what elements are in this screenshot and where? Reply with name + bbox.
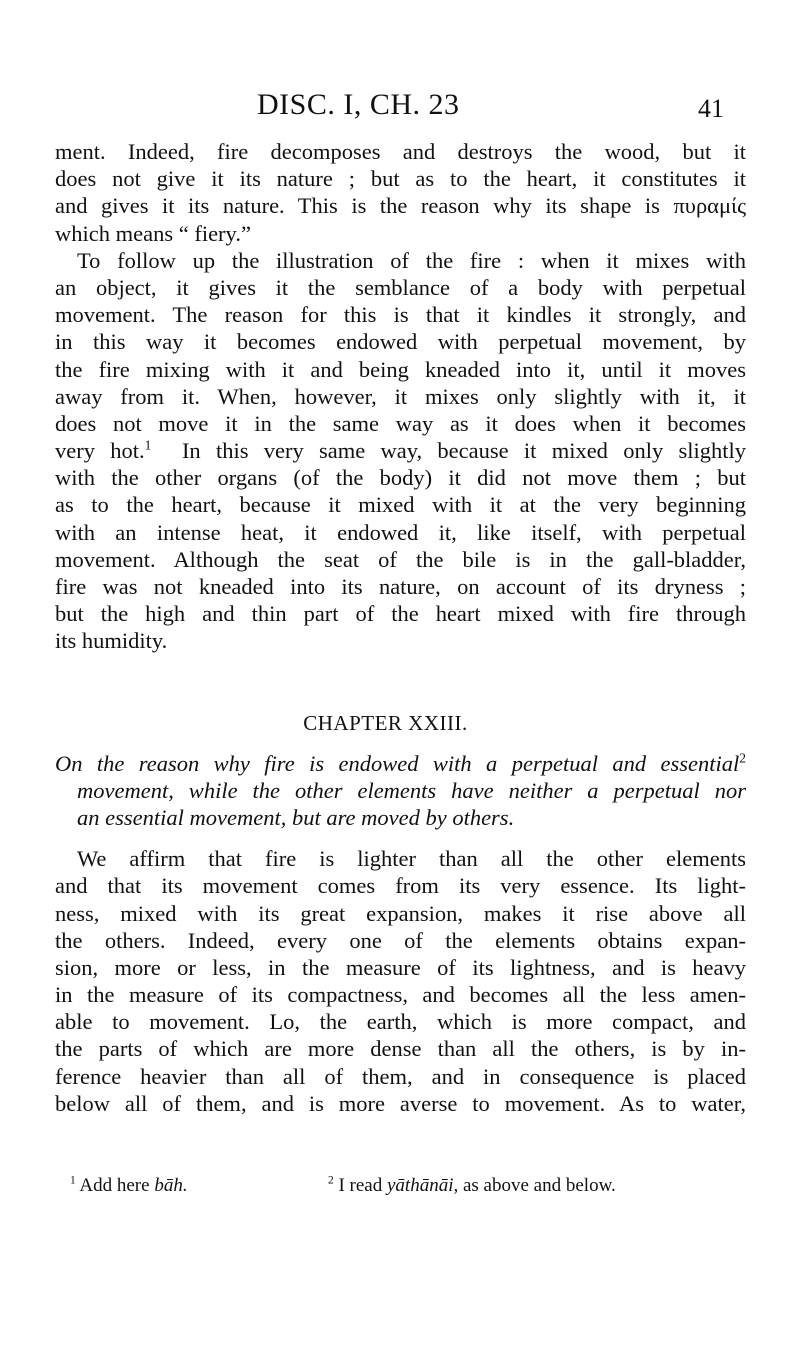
text-line: ness, mixed with its great expansion, makes it rise above all: [55, 900, 746, 926]
text-line: but the high and thin part of the heart mixed with fire through: [55, 601, 746, 627]
text-line: and that its movement comes from its very essence. Its light-: [55, 873, 746, 899]
section-spacer: [55, 655, 746, 710]
chapter-subtitle-line: [55, 750, 746, 777]
footnote-text: as above and below.: [458, 1175, 616, 1196]
text-line: below all of them, and is more averse to movement. As to water,: [55, 1090, 746, 1116]
footnote-text: I read: [333, 1175, 387, 1196]
text-line: We affirm that fire is lighter than all the other elements: [77, 846, 746, 872]
text-line: away from it. When, however, it mixes only slightly with it, it: [55, 383, 746, 409]
line-segment: In this very same way, because it mixed only slightly: [151, 438, 746, 464]
text-line: fire was not kneaded into its nature, on account of its dryness ;: [55, 574, 746, 599]
text-line: does not give it its nature ; but as to the heart, it constitutes it: [55, 166, 746, 192]
text-line: the fire mixing with it and being kneaded into it, until it moves: [55, 356, 746, 382]
text-line: in the measure of its compactness, and becomes all the less amen-: [55, 982, 746, 1008]
footnote-1: [70, 1172, 188, 1200]
footnote-marker: 1: [144, 437, 152, 453]
footnote-number: 1: [70, 1174, 76, 1187]
running-head: [0, 88, 801, 132]
text-line: with an intense heat, it endowed it, like itself, with perpetual: [55, 519, 746, 545]
footnote-number: 2: [328, 1174, 334, 1187]
chapter-heading: CHAPTER XXIII.: [303, 710, 468, 735]
text-line: ment. Indeed, fire decomposes and destroys the wood, but it: [55, 139, 746, 164]
text-line: able to movement. Lo, the earth, which is more compact, and: [55, 1009, 746, 1035]
footnote-text: Add here: [75, 1175, 155, 1196]
heading-spacer: [55, 737, 746, 750]
footnote-2: [328, 1172, 616, 1200]
text-line: with the other organs (of the body) it did not move them ; but: [55, 465, 746, 491]
text-line: the others. Indeed, every one of the elements obtains expan-: [55, 927, 746, 953]
chapter-subtitle-line: movement, while the other elements have neither a perpetual nor: [77, 777, 746, 803]
body-text: [55, 138, 746, 1117]
text-line: ference heavier than all of them, and in consequence is placed: [55, 1063, 746, 1089]
footnote-term: bāh.: [154, 1175, 188, 1196]
text-line: in this way it becomes endowed with perpetual movement, by: [55, 329, 746, 355]
footnote-marker: 2: [739, 750, 746, 766]
line-segment: On the reason why fire is endowed with a perpetual and essential: [55, 750, 740, 776]
footnote-term: yāthānāi,: [386, 1175, 459, 1196]
text-line: which means “ fiery.”: [55, 220, 251, 246]
subtitle-spacer: [55, 831, 746, 845]
chapter-subtitle-line: an essential movement, but are moved by others.: [77, 804, 515, 830]
text-line: sion, more or less, in the measure of its lightness, and is heavy: [55, 954, 746, 980]
text-line: as to the heart, because it mixed with it at the very beginning: [55, 492, 746, 518]
text-line: movement. Although the seat of the bile is in the gall-bladder,: [55, 546, 746, 572]
text-line: To follow up the illustration of the fire : when it mixes with: [77, 247, 746, 273]
running-title: DISC. I, CH. 23: [257, 88, 460, 121]
line-segment: very hot.: [55, 438, 145, 464]
footnotes: [70, 1172, 750, 1200]
text-line: and gives it its nature. This is the reason why its shape is πυραμίς: [55, 193, 746, 219]
text-line: the parts of which are more dense than all the others, is by in-: [55, 1036, 746, 1062]
text-line-with-footnote: [55, 437, 746, 464]
page-number: 41: [698, 94, 724, 123]
text-line: movement. The reason for this is that it kindles it strongly, and: [55, 302, 746, 328]
text-line: an object, it gives it the semblance of a body with perpetual: [55, 274, 746, 300]
text-line: does not move it in the same way as it does when it becomes: [55, 410, 746, 436]
text-line: its humidity.: [55, 628, 168, 654]
